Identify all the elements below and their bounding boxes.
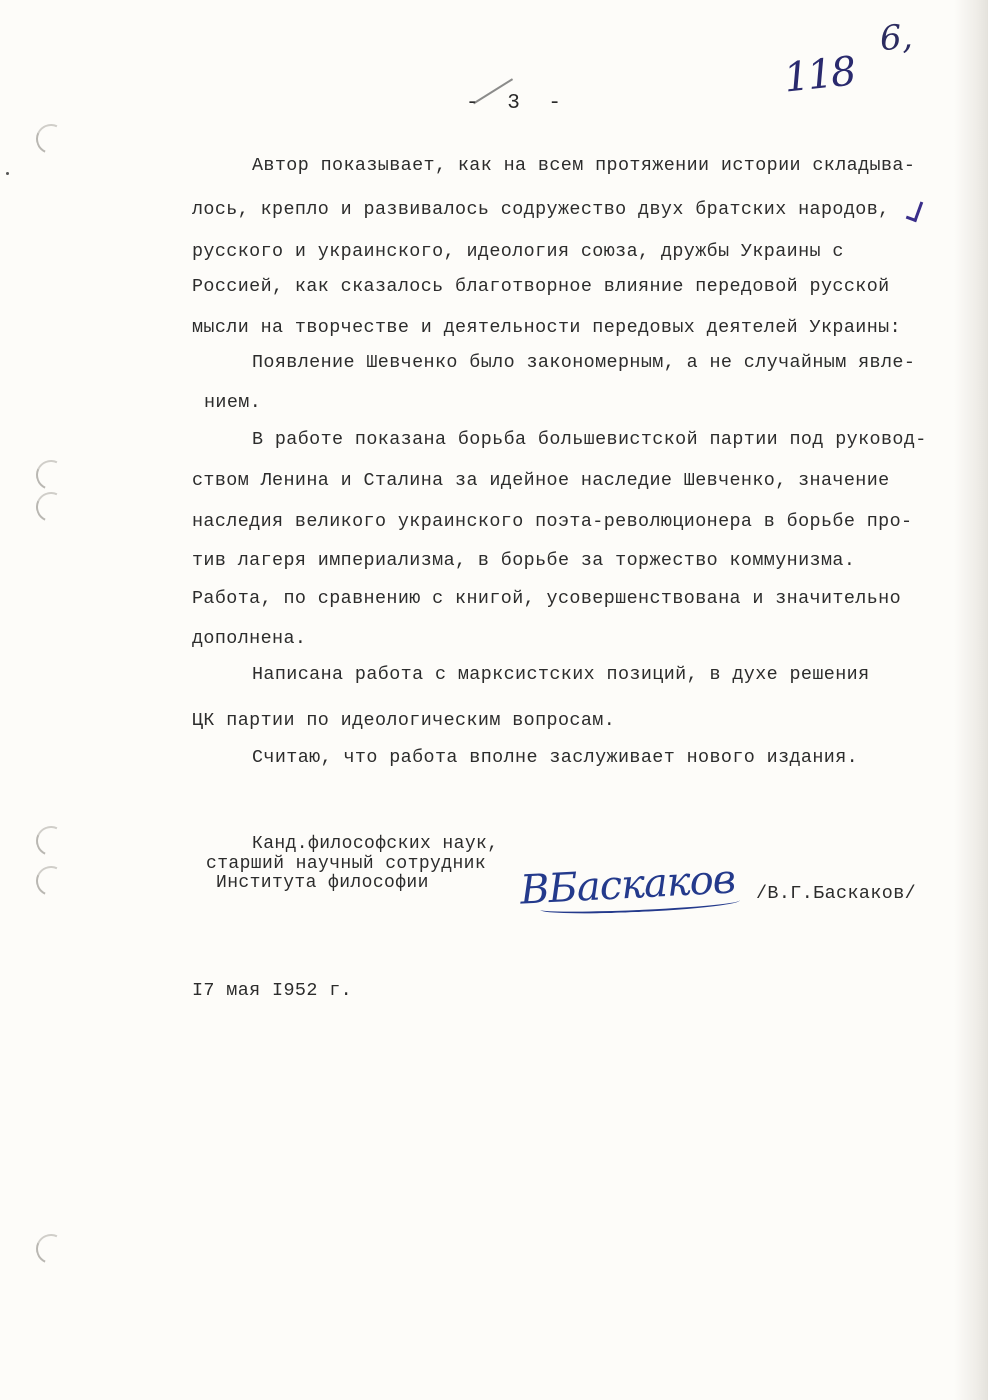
ink-comma-correction <box>906 199 924 222</box>
body-line: Автор показывает, как на всем протяжении истории складыва- <box>252 155 916 176</box>
body-line: мысли на творчестве и деятельности передовых деятелей Украины: <box>192 317 902 338</box>
body-line: русского и украинского, идеология союза, дружбы Украины с <box>192 241 844 262</box>
archive-folio-number: 118 <box>781 48 857 102</box>
signer-degree: Канд.философских наук, <box>252 834 499 854</box>
body-line: Россией, как сказалось благотворное влияние передовой русской <box>192 276 890 297</box>
body-line: Считаю, что работа вполне заслуживает нового издания. <box>252 747 859 768</box>
body-line: дополнена. <box>192 628 307 649</box>
signer-position: старший научный сотрудник <box>206 854 487 874</box>
punch-hole-5 <box>32 862 70 900</box>
punch-hole-2 <box>32 456 70 494</box>
body-line: Работа, по сравнению с книгой, усовершенствована и значительно <box>192 588 902 609</box>
body-line: ством Ленина и Сталина за идейное наследие Шевченко, значение <box>192 470 890 491</box>
handwritten-signature: ВБаскаков <box>518 856 737 914</box>
body-line: Написана работа с марксистских позиций, в духе решения <box>252 664 870 685</box>
signer-printed-name: /В.Г.Баскаков/ <box>756 883 917 904</box>
page-number: - 3 - <box>466 92 570 115</box>
page-edge-shadow <box>954 0 988 1400</box>
archive-sheet-number: 6, <box>878 16 914 60</box>
body-line: Появление Шевченко было закономерным, а не случайным явле- <box>252 352 916 373</box>
body-line: ЦК партии по идеологическим вопросам. <box>192 710 616 731</box>
punch-hole-1 <box>32 120 70 158</box>
punch-hole-6 <box>32 1230 70 1268</box>
page-number-scribble <box>473 78 529 130</box>
punch-hole-3 <box>32 488 70 526</box>
signer-institution: Института философии <box>216 873 429 893</box>
body-line: В работе показана борьба большевистской партии под руковод- <box>252 429 927 450</box>
body-line: нием. <box>204 392 262 413</box>
body-line: тив лагеря империализма, в борьбе за торжество коммунизма. <box>192 550 856 571</box>
document-date: I7 мая I952 г. <box>192 980 353 1001</box>
body-line: лось, крепло и развивалось содружество двух братских народов, <box>192 199 890 220</box>
body-line: наследия великого украинского поэта-революционера в борьбе про- <box>192 511 913 532</box>
punch-hole-4 <box>32 822 70 860</box>
paper-speck <box>6 172 9 175</box>
